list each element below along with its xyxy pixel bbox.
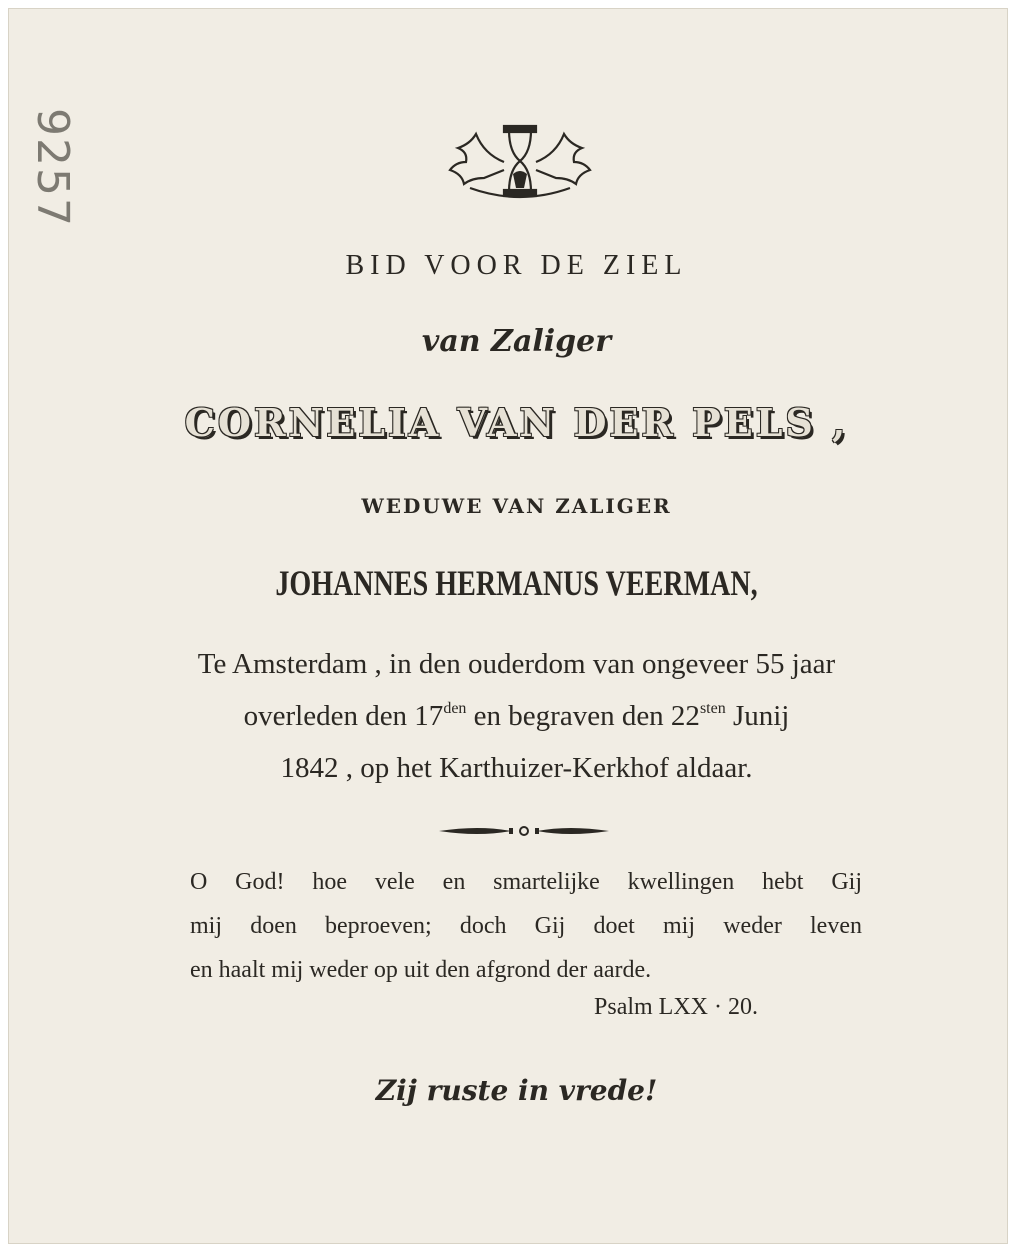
closing-blessing: Zij ruste in vrede! (375, 1074, 658, 1107)
details-line-3: 1842 , op het Karthuizer-Kerkhof aldaar. (280, 752, 753, 784)
details-line-2a: overleden den 17 (243, 700, 444, 732)
details-line-2c: Junij (725, 700, 790, 732)
details-line-1: Te Amsterdam , in den ouderdom van ongeveer 55 jaar (197, 648, 836, 680)
widow-of-text: WEDUWE VAN ZALIGER (361, 494, 672, 518)
husband-name: JOHANNES HERMANUS VEERMAN, (275, 563, 758, 603)
heading: BID VOOR DE ZIEL (345, 250, 688, 281)
psalm-reference: Psalm LXX · 20. (594, 994, 758, 1020)
psalm-line-1: O God! hoe vele en smartelijke kwellingen hebt Gij (190, 869, 862, 895)
details-sup-2: sten (699, 700, 726, 717)
details-sup-1: den (443, 700, 467, 717)
van-zaliger-text: van Zaliger (421, 324, 612, 359)
psalm-line-3: en haalt mij weder op uit den afgrond der aarde. (190, 957, 652, 983)
psalm-quote (190, 860, 862, 992)
accession-number: 9257 (27, 108, 78, 228)
ornamental-divider-icon (437, 822, 611, 840)
details-line-2 (0, 700, 1033, 733)
hourglass-wings-emblem-icon (446, 122, 594, 204)
details-line-2b: en begraven den 22 (466, 700, 700, 732)
deceased-name: CORNELIA VAN DER PELS , (184, 400, 849, 445)
psalm-line-2: mij doen beproeven; doch Gij doet mij weder leven (190, 913, 862, 939)
